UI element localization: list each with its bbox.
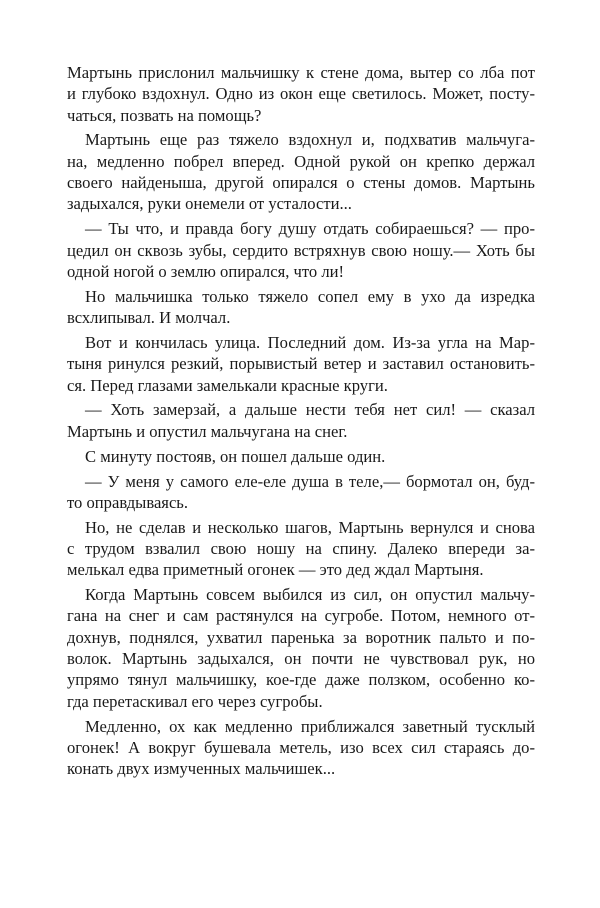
paragraph [67,584,535,712]
text-line: одной ногой о землю опирался, что ли! [67,261,345,281]
text-line: Когда Мартынь совсем выбился из сил, он опустил мальчу- [85,585,535,605]
text-line: с трудом взвалил свою ношу на спину. Далеко впереди за- [67,538,535,558]
text-line: дохнув, поднялся, ухватил паренька за воротник пальто и по- [67,627,535,647]
text-line: гана на снег и сам растянулся на сугробе. Потом, немного от- [67,606,535,626]
text-line: тыня ринулся резкий, порывистый ветер и заставил остановить- [67,354,535,374]
paragraph [67,446,535,467]
text-line: С минуту постояв, он пошел дальше один. [85,446,386,466]
text-line: волок. Мартынь задыхался, он почти не чувствовал рук, но [67,649,535,669]
text-line: мелькал едва приметный огонек — это дед ждал Мартыня. [67,560,484,580]
text-line: — У меня у самого еле-еле душа в теле,— бормотал он, буд- [85,471,535,491]
paragraph [67,517,535,581]
text-line: конать двух измученных мальчишек... [67,759,336,779]
text-line: задыхался, руки онемели от усталости... [67,194,352,214]
text-line: ся. Перед глазами замелькали красные круги. [67,375,388,395]
text-line: то оправдываясь. [67,492,189,512]
text-line: всхлипывал. И молчал. [67,308,231,328]
text-line: своего найденыша, другой опирался о стены домов. Мартынь [67,173,535,193]
text-line: Но мальчишка только тяжело сопел ему в ухо да изредка [85,286,535,306]
paragraph [67,716,535,780]
paragraph [67,129,535,214]
paragraph [67,471,535,514]
paragraph [67,332,535,396]
paragraph [67,218,535,282]
text-line: цедил он сквозь зубы, сердито встряхнув свою ношу.— Хоть бы [67,240,535,260]
text-line: Мартынь еще раз тяжело вздохнул и, подхватив мальчуга- [85,130,535,150]
text-line: — Ты что, и правда богу душу отдать собираешься? — про- [85,219,535,239]
text-line: на, медленно побрел вперед. Одной рукой он крепко держал [67,151,535,171]
text-line: чаться, позвать на помощь? [67,105,262,125]
text-line: упрямо тянул мальчишку, кое-где даже ползком, особенно ко- [67,670,535,690]
text-line: — Хоть замерзай, а дальше нести тебя нет сил! — сказал [85,400,535,420]
text-line: Вот и кончилась улица. Последний дом. Из-за угла на Мар- [85,332,535,352]
paragraph [67,286,535,329]
book-page [67,62,535,783]
text-line: Медленно, ох как медленно приближался заветный тусклый [85,716,535,736]
text-line: и глубоко вздохнул. Одно из окон еще светилось. Может, посту- [67,84,535,104]
text-line: гда перетаскивал его через сугробы. [67,691,323,711]
paragraph [67,399,535,442]
text-line: Мартынь и опустил мальчугана на снег. [67,421,348,441]
text-line: Но, не сделав и несколько шагов, Мартынь вернулся и снова [85,517,535,537]
text-line: огонек! А вокруг бушевала метель, изо всех сил стараясь до- [67,737,535,757]
paragraph [67,62,535,126]
text-line: Мартынь прислонил мальчишку к стене дома, вытер со лба пот [67,63,535,82]
